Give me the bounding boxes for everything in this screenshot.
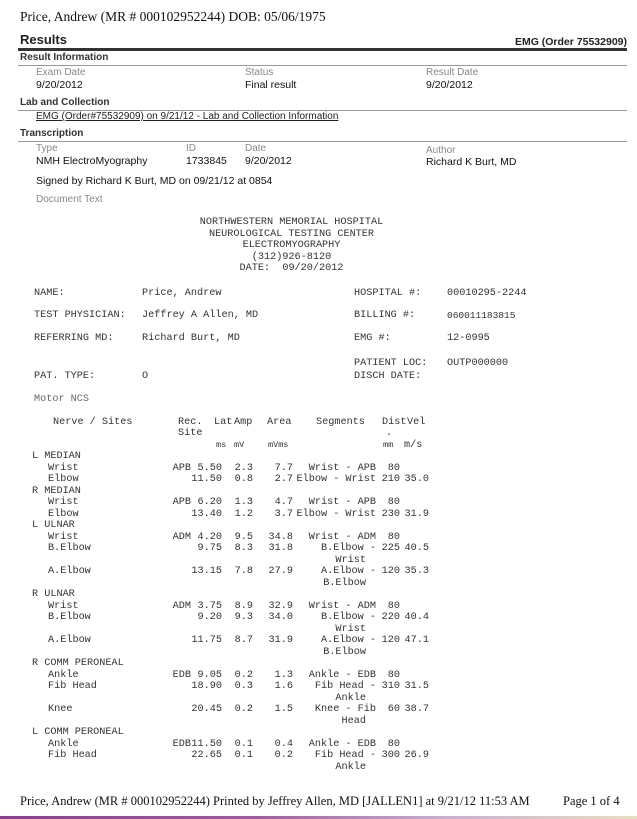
velocity-cell: 31.5 — [404, 681, 429, 692]
rec-site-cell — [158, 474, 191, 486]
segment-line: Wrist - APB — [308, 462, 376, 474]
header-rec: Rec. — [178, 417, 203, 428]
exam-date: 9/20/2012 — [36, 79, 83, 91]
rec-site-cell — [158, 704, 191, 727]
segment-cell — [293, 635, 376, 658]
unit-dist: mm — [383, 440, 394, 450]
rec-site-cell — [158, 612, 191, 635]
motor-ncs-table — [32, 451, 429, 773]
segment-line: Wrist - ADM — [308, 600, 376, 612]
segment-line: Ankle — [335, 761, 366, 773]
segment-line: B.Elbow — [323, 577, 366, 589]
latency-cell: 9.75 — [197, 543, 222, 554]
rec-site-cell: APB — [172, 462, 191, 474]
latency-cell: 11.50 — [191, 474, 222, 485]
pat-type-value: O — [142, 371, 149, 382]
amplitude-cell: 9.5 — [234, 531, 253, 543]
distance-cell: 225 — [381, 543, 400, 554]
area-cell: 27.9 — [268, 566, 293, 577]
site-cell: Wrist — [48, 531, 79, 543]
amplitude-cell: 8.7 — [234, 635, 253, 646]
segment-cell — [293, 681, 376, 704]
nerve-group-row — [32, 520, 429, 532]
table-row — [32, 704, 429, 727]
segment-line: B.Elbow — [323, 646, 366, 658]
patient-loc-value: OUTP000000 — [447, 358, 509, 369]
rec-site-cell — [158, 509, 191, 521]
area-cell: 1.5 — [274, 704, 293, 715]
nerve-name: L MEDIAN — [32, 451, 81, 462]
segment-cell — [293, 670, 376, 682]
header-amp: Amp — [234, 417, 253, 428]
referring-value: Richard Burt, MD — [142, 333, 240, 344]
table-row — [32, 635, 429, 658]
site-cell: Fib Head — [48, 750, 97, 761]
area-cell: 31.8 — [268, 543, 293, 554]
report-date: DATE: 09/20/2012 — [239, 263, 344, 274]
amplitude-cell: 7.8 — [234, 566, 253, 577]
latency-cell: 20.45 — [191, 704, 222, 715]
distance-cell: 80 — [387, 738, 400, 750]
nerve-group-row — [32, 451, 429, 463]
table-row — [32, 739, 429, 751]
velocity-cell — [400, 739, 429, 751]
table-row — [32, 566, 429, 589]
velocity-cell: 26.9 — [404, 750, 429, 761]
hospital-no-label: HOSPITAL #: — [354, 288, 422, 299]
velocity-cell: 40.5 — [404, 543, 429, 554]
segment-line: A.Elbow - — [320, 635, 376, 646]
nerve-name: R COMM PERONEAL — [32, 658, 124, 669]
header-nerve-sites: Nerve / Sites — [53, 417, 133, 428]
nerve-group-row — [32, 658, 429, 670]
area-cell: 1.6 — [274, 681, 293, 692]
segment-cell — [293, 543, 376, 566]
emg-value: 12-0995 — [447, 333, 490, 344]
distance-cell: 80 — [387, 531, 400, 543]
amplitude-cell: 0.3 — [234, 681, 253, 692]
header-lat: Lat — [214, 417, 233, 428]
author-value: Richard K Burt, MD — [426, 156, 517, 168]
distance-cell: 60 — [387, 704, 400, 715]
latency-cell: 6.20 — [197, 497, 222, 508]
segment-line: Ankle - EDB — [308, 669, 376, 681]
distance-cell: 210 — [381, 474, 400, 485]
unit-area: mVms — [268, 440, 289, 450]
department: ELECTROMYOGRAPHY — [242, 240, 341, 251]
nerve-group-row — [32, 589, 429, 601]
physician-value: Jeffrey A Allen, MD — [142, 310, 259, 321]
divider — [18, 65, 627, 66]
segment-line: Ankle - EDB — [308, 738, 376, 750]
segment-cell — [293, 463, 376, 475]
rec-site-cell — [158, 635, 191, 658]
segment-cell — [293, 532, 376, 544]
distance-cell: 300 — [381, 750, 400, 761]
amplitude-cell: 0.2 — [234, 669, 253, 681]
segment-line: A.Elbow - — [320, 566, 376, 577]
site-cell: Ankle — [48, 738, 79, 750]
amplitude-cell: 0.1 — [234, 738, 253, 750]
amplitude-cell: 2.3 — [234, 462, 253, 474]
table-row — [32, 601, 429, 613]
rec-site-cell — [158, 566, 191, 589]
nerve-name: L ULNAR — [32, 520, 75, 531]
velocity-cell — [400, 497, 429, 509]
nerve-group-row — [32, 486, 429, 498]
type-label: Type — [36, 143, 58, 154]
table-row — [32, 543, 429, 566]
site-cell: Knee — [48, 704, 73, 715]
area-cell: 34.0 — [268, 612, 293, 623]
segment-cell — [293, 474, 376, 486]
site-cell: Wrist — [48, 462, 79, 474]
header-dist: Dist — [382, 417, 407, 428]
header-segments: Segments — [316, 417, 365, 428]
segment-cell — [293, 750, 376, 773]
lab-collection-link[interactable]: EMG (Order#75532909) on 9/21/12 - Lab and Collection Information — [36, 111, 339, 122]
distance-cell: 80 — [387, 497, 400, 508]
header-area: Area — [267, 417, 292, 428]
unit-lat: ms — [216, 440, 227, 450]
type-value: NMH ElectroMyography — [36, 155, 148, 167]
area-cell: 34.8 — [268, 531, 293, 543]
header-vel: Vel — [407, 417, 426, 428]
nerve-group-row — [32, 727, 429, 739]
latency-cell: 13.40 — [191, 508, 222, 520]
segment-line: Elbow - Wrist — [296, 508, 376, 520]
motor-ncs-label: Motor NCS — [34, 394, 90, 405]
distance-cell: 230 — [381, 508, 400, 520]
emg-label: EMG #: — [354, 333, 391, 344]
amplitude-cell: 8.9 — [234, 600, 253, 612]
segment-line: Head — [341, 715, 366, 727]
segment-cell — [293, 601, 376, 613]
segment-cell — [293, 704, 376, 727]
amplitude-cell: 8.3 — [234, 543, 253, 554]
referring-label: REFERRING MD: — [34, 333, 114, 344]
distance-cell: 80 — [387, 462, 400, 474]
author-label: Author — [426, 145, 456, 156]
rec-site-cell: APB — [172, 497, 191, 508]
header-dist-dot: . — [386, 428, 393, 439]
area-cell: 7.7 — [274, 462, 293, 474]
site-cell: Fib Head — [48, 681, 97, 692]
latency-cell: 9.20 — [197, 612, 222, 623]
amplitude-cell: 1.2 — [234, 508, 253, 520]
table-row — [32, 532, 429, 544]
latency-cell: 11.50 — [191, 738, 222, 750]
segment-line: Wrist - APB — [308, 497, 376, 508]
amplitude-cell: 0.2 — [234, 704, 253, 715]
report-letterhead — [0, 217, 583, 275]
table-row — [32, 509, 429, 521]
area-cell: 2.7 — [274, 474, 293, 485]
area-cell: 32.9 — [268, 600, 293, 612]
velocity-cell: 35.0 — [404, 474, 429, 485]
order-title: EMG (Order 75532909) — [514, 36, 627, 48]
distance-cell: 120 — [381, 566, 400, 577]
latency-cell: 4.20 — [197, 531, 222, 543]
rec-site-cell: EDB — [172, 738, 191, 750]
segment-line: Elbow - Wrist — [296, 474, 376, 485]
disch-date-label: DISCH DATE: — [354, 371, 422, 382]
hospital-no: 00010295-2244 — [447, 288, 527, 299]
site-cell: Wrist — [48, 600, 79, 612]
area-cell: 31.9 — [268, 635, 293, 646]
table-row — [32, 463, 429, 475]
table-row — [32, 681, 429, 704]
pat-type-label: PAT. TYPE: — [34, 371, 96, 382]
amplitude-cell: 0.1 — [234, 750, 253, 761]
rec-site-cell: ADM — [172, 600, 191, 612]
section-result-information: Result Information — [20, 52, 109, 63]
site-cell: B.Elbow — [48, 612, 91, 623]
latency-cell: 9.05 — [197, 669, 222, 681]
velocity-cell — [400, 601, 429, 613]
latency-cell: 22.65 — [191, 750, 222, 761]
date-label: Date — [245, 143, 267, 154]
rec-site-cell — [158, 681, 191, 704]
distance-cell: 310 — [381, 681, 400, 692]
rec-site-cell — [158, 543, 191, 566]
velocity-cell: 38.7 — [404, 704, 429, 715]
phone: (312)926-8120 — [251, 251, 332, 263]
site-cell: A.Elbow — [48, 566, 91, 577]
exam-date-label: Exam Date — [36, 67, 86, 78]
site-cell: A.Elbow — [48, 635, 91, 646]
distance-cell: 120 — [381, 635, 400, 646]
divider — [18, 48, 627, 51]
area-cell: 1.3 — [274, 669, 293, 681]
id-value: 1733845 — [186, 155, 227, 167]
velocity-cell — [400, 532, 429, 544]
site-cell: Elbow — [48, 474, 79, 485]
center-name: NEUROLOGICAL TESTING CENTER — [208, 228, 375, 240]
velocity-cell: 35.3 — [404, 566, 429, 577]
nerve-name: R ULNAR — [32, 589, 75, 600]
id-label: ID — [186, 143, 196, 154]
billing-value: 060011183815 — [447, 310, 516, 321]
table-row — [32, 670, 429, 682]
segment-line: Ankle — [335, 692, 366, 704]
latency-cell: 13.15 — [191, 566, 222, 577]
segment-cell — [293, 509, 376, 521]
section-lab-collection: Lab and Collection — [20, 97, 110, 108]
segment-line: B.Elbow - — [320, 612, 376, 623]
status-label: Status — [245, 67, 274, 78]
velocity-cell: 31.9 — [404, 508, 429, 520]
billing-label: BILLING #: — [354, 310, 416, 321]
header-site: Site — [178, 428, 203, 439]
site-cell: Elbow — [48, 508, 79, 520]
result-date-label: Result Date — [426, 67, 479, 78]
nerve-name: L COMM PERONEAL — [32, 727, 124, 738]
status-value: Final result — [245, 79, 297, 91]
segment-line: Wrist — [335, 554, 366, 566]
amplitude-cell: 0.8 — [234, 474, 253, 485]
segment-cell — [293, 739, 376, 751]
section-transcription: Transcription — [20, 128, 84, 139]
results-title: Results — [20, 32, 67, 47]
document-text-label: Document Text — [36, 194, 103, 205]
result-date: 9/20/2012 — [426, 79, 473, 91]
latency-cell: 11.75 — [191, 635, 222, 646]
table-row — [32, 497, 429, 509]
velocity-cell — [400, 670, 429, 682]
latency-cell: 18.90 — [191, 681, 222, 692]
physician-label: TEST PHYSICIAN: — [34, 310, 126, 321]
site-cell: Wrist — [48, 497, 79, 508]
unit-amp: mV — [234, 440, 245, 450]
distance-cell: 80 — [387, 669, 400, 681]
segment-line: Knee - Fib — [314, 704, 376, 715]
segment-line: Wrist — [335, 623, 366, 635]
page-number: Page 1 of 4 — [563, 794, 620, 808]
segment-cell — [293, 497, 376, 509]
segment-cell — [293, 612, 376, 635]
area-cell: 3.7 — [274, 508, 293, 520]
rec-site-cell — [158, 750, 191, 773]
name-label: NAME: — [34, 288, 65, 299]
amplitude-cell: 9.3 — [234, 612, 253, 623]
date-value: 9/20/2012 — [245, 155, 292, 167]
area-cell: 0.2 — [274, 750, 293, 761]
footer-printed: Price, Andrew (MR # 000102952244) Printed by Jeffrey Allen, MD [JALLEN1] at 9/21/12 11:53 AM — [20, 794, 530, 808]
segment-line: Fib Head - — [314, 750, 376, 761]
site-cell: Ankle — [48, 669, 79, 681]
latency-cell: 5.50 — [197, 462, 222, 474]
table-row — [32, 474, 429, 486]
divider — [18, 141, 627, 142]
area-cell: 0.4 — [274, 738, 293, 750]
velocity-cell: 47.1 — [404, 635, 429, 646]
velocity-cell: 40.4 — [404, 612, 429, 623]
site-cell: B.Elbow — [48, 543, 91, 554]
rec-site-cell: EDB — [172, 669, 191, 681]
unit-vel: m/s — [404, 440, 423, 451]
nerve-name: R MEDIAN — [32, 485, 81, 497]
rec-site-cell: ADM — [172, 531, 191, 543]
segment-line: Fib Head - — [314, 681, 376, 692]
distance-cell: 80 — [387, 600, 400, 612]
latency-cell: 3.75 — [197, 600, 222, 612]
area-cell: 4.7 — [274, 497, 293, 508]
segment-line: Wrist - ADM — [308, 531, 376, 543]
name-value: Price, Andrew — [142, 288, 222, 299]
patient-loc-label: PATIENT LOC: — [354, 358, 428, 369]
segment-line: B.Elbow - — [320, 543, 376, 554]
table-row — [32, 750, 429, 773]
amplitude-cell: 1.3 — [234, 497, 253, 508]
velocity-cell — [400, 463, 429, 475]
signed-line: Signed by Richard K Burt, MD on 09/21/12 at 0854 — [36, 175, 273, 187]
distance-cell: 220 — [381, 612, 400, 623]
hospital-name: NORTHWESTERN MEMORIAL HOSPITAL — [199, 217, 384, 228]
segment-cell — [293, 566, 376, 589]
table-row — [32, 612, 429, 635]
patient-header: Price, Andrew (MR # 000102952244) DOB: 05/06/1975 — [20, 9, 326, 24]
